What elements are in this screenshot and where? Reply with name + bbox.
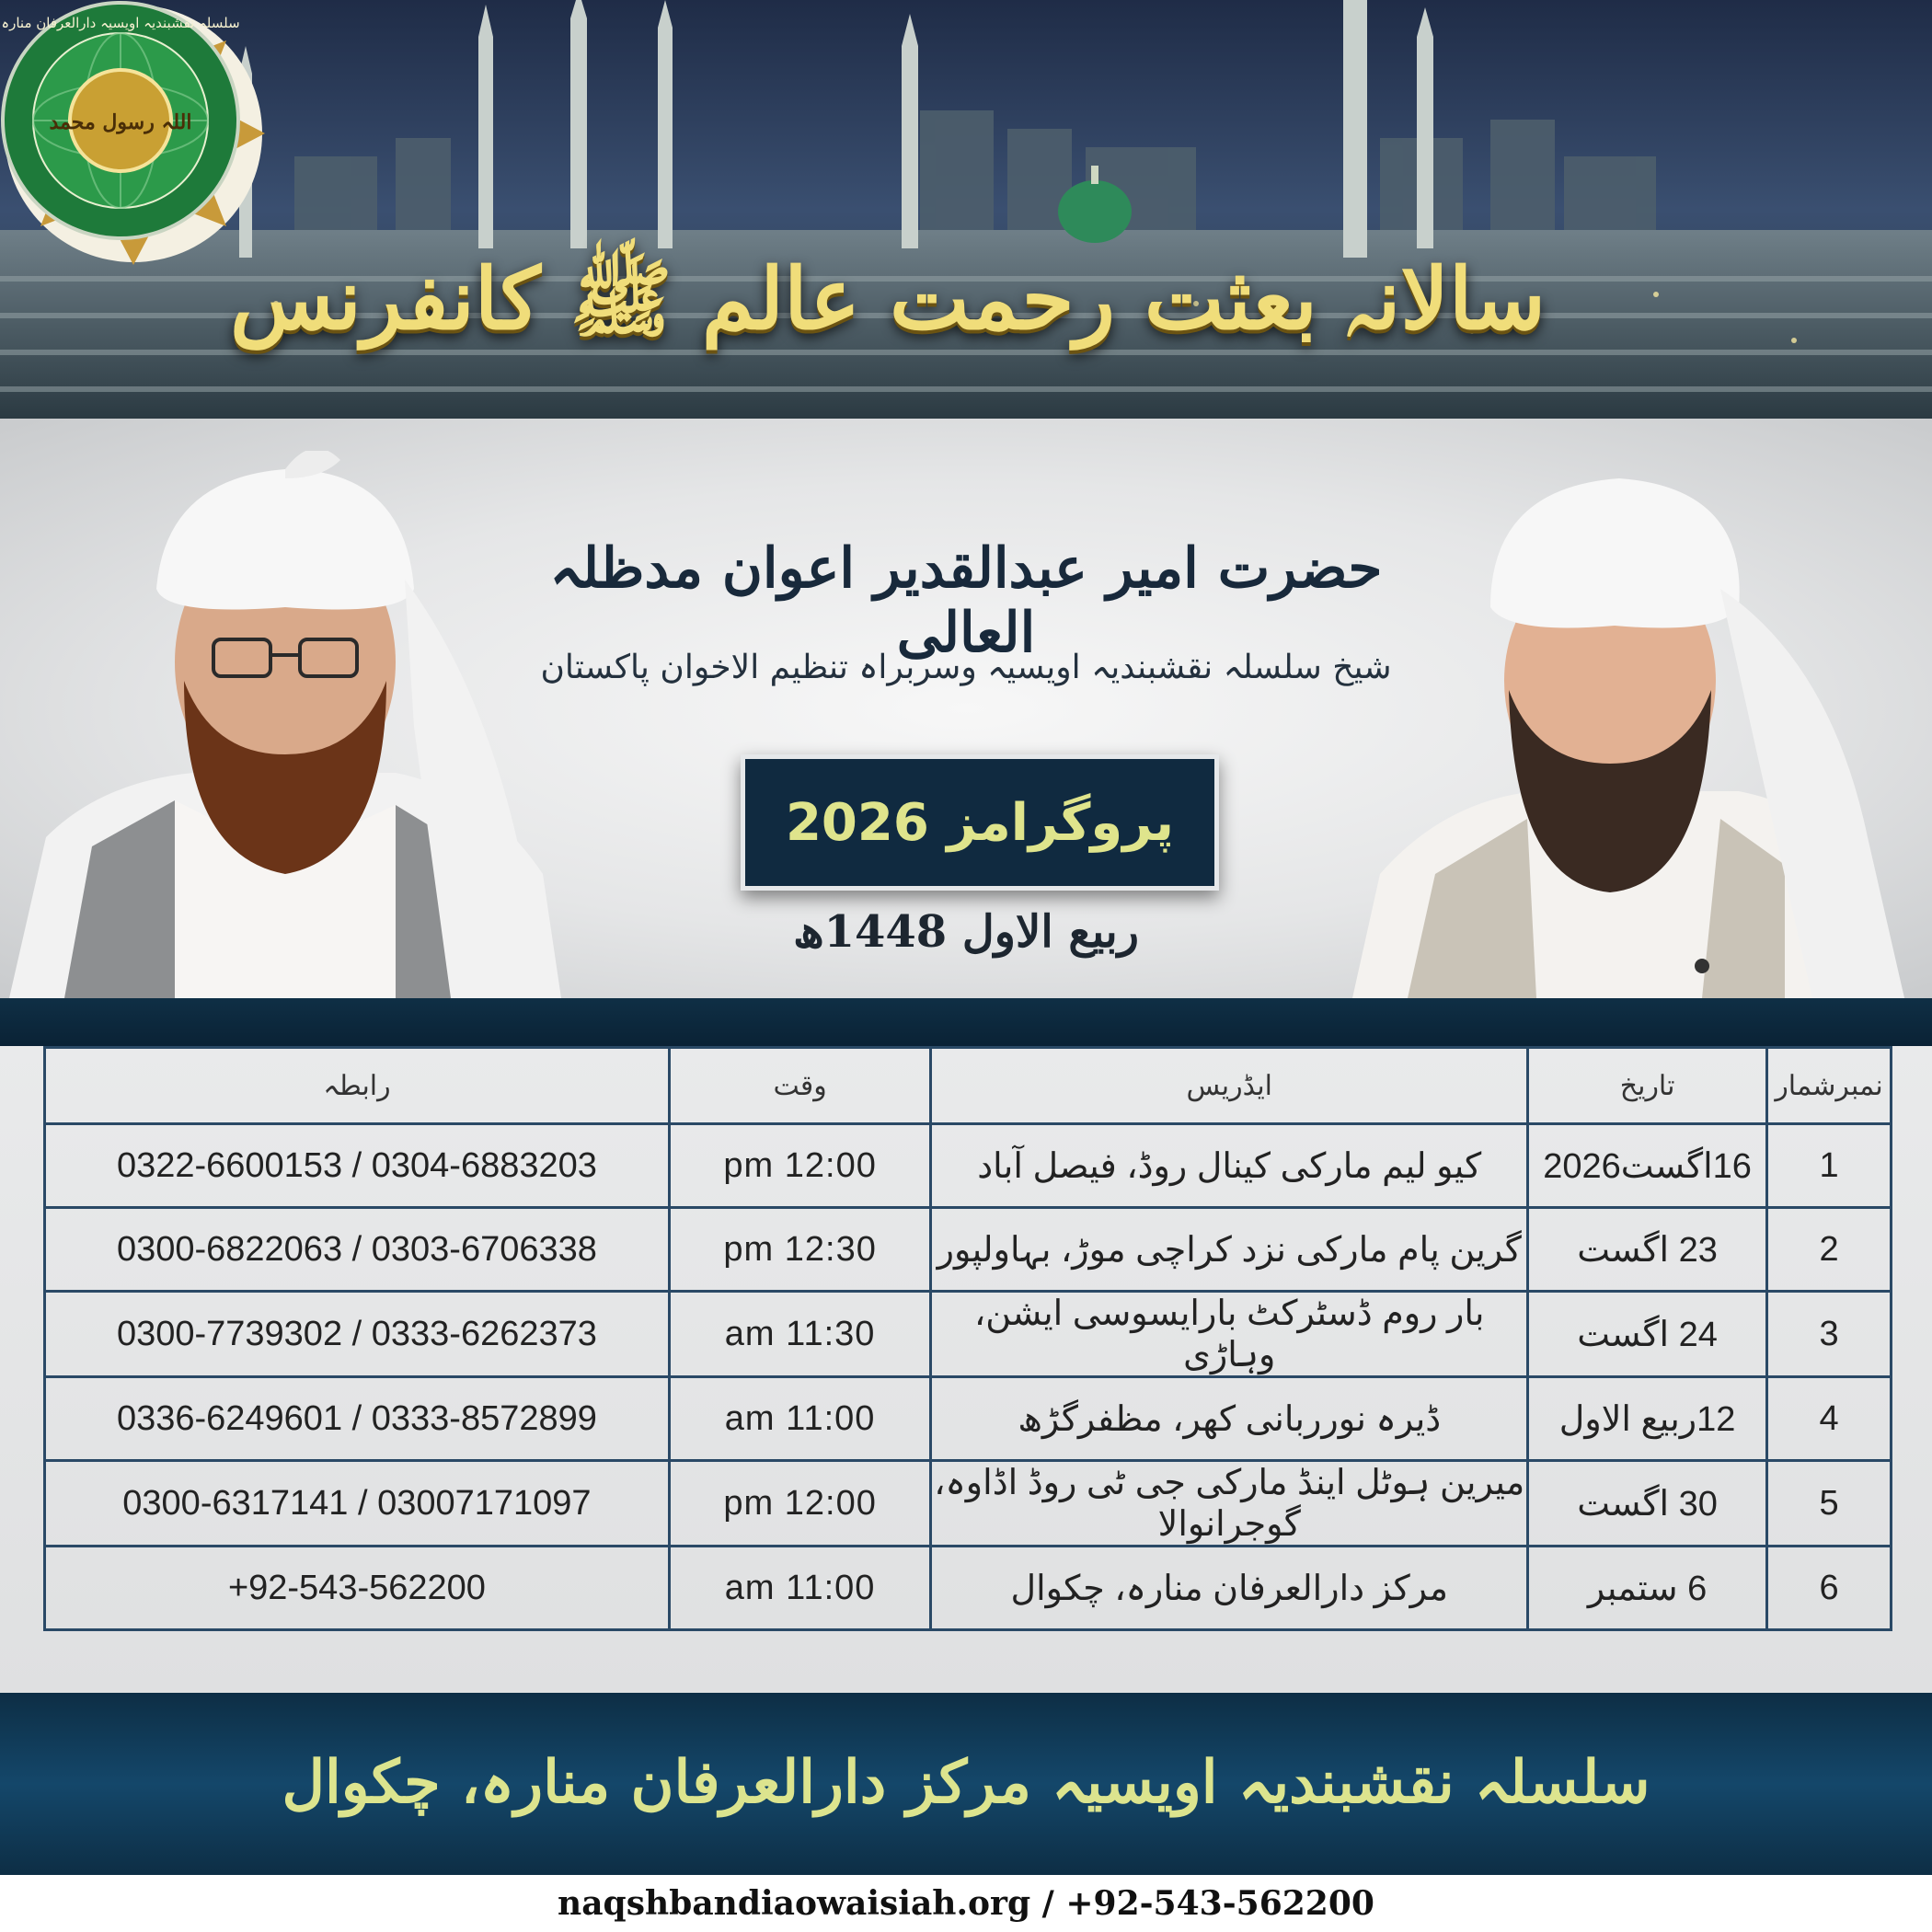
cell-serial: 4 <box>1767 1377 1892 1461</box>
speaker-photo-right <box>1352 451 1904 998</box>
schedule-section <box>0 1046 1932 1693</box>
cell-contact: 0300-7739302 / 0333-6262373 <box>45 1292 670 1377</box>
hijri-date: ربیع الاول 1448ھ <box>793 906 1139 958</box>
cell-time: 11:00 am <box>669 1547 931 1630</box>
footer-banner <box>0 1693 1932 1875</box>
programs-label: پروگرامز 2026 <box>785 792 1175 853</box>
table-row <box>45 1547 1892 1630</box>
header-time: وقت <box>669 1048 931 1124</box>
conference-title: سالانہ بعثت رحمت عالم ﷺ کانفرنس <box>230 249 1546 349</box>
speaker-section <box>0 419 1932 998</box>
speaker-designation: شیخ سلسلہ نقشبندیہ اویسیہ وسربراہ تنظیم الاخوان پاکستان <box>540 649 1392 686</box>
cell-serial: 6 <box>1767 1547 1892 1630</box>
cell-contact: 0336-6249601 / 0333-8572899 <box>45 1377 670 1461</box>
cell-address: مرکز دارالعرفان منارہ، چکوال <box>931 1547 1528 1630</box>
cell-date: 16اگست2026 <box>1528 1124 1767 1208</box>
cell-contact: 0300-6317141 / 03007171097 <box>45 1461 670 1547</box>
cell-serial: 1 <box>1767 1124 1892 1208</box>
emblem-center-text: اللہ رسول محمد <box>49 110 192 134</box>
cell-time: 11:30 am <box>669 1292 931 1377</box>
footer-title: سلسلہ نقشبندیہ اویسیہ مرکز دارالعرفان منارہ، چکوال <box>282 1748 1650 1817</box>
table-header-row <box>45 1048 1892 1124</box>
cell-time: 12:00 pm <box>669 1461 931 1547</box>
cell-serial: 3 <box>1767 1292 1892 1377</box>
cell-contact: 0322-6600153 / 0304-6883203 <box>45 1124 670 1208</box>
cell-address: بار روم ڈسٹرکٹ بارایسوسی ایشن، وہاڑی <box>931 1292 1528 1377</box>
cell-address: کیو لیم مارکی کینال روڈ، فیصل آباد <box>931 1124 1528 1208</box>
cell-time: 11:00 am <box>669 1377 931 1461</box>
cell-date: 12ربیع الاول <box>1528 1377 1767 1461</box>
table-row <box>45 1124 1892 1208</box>
cell-address: ڈیرہ نورربانی کھر، مظفرگڑھ <box>931 1377 1528 1461</box>
cell-contact: +92-543-562200 <box>45 1547 670 1630</box>
website-contact-line[interactable]: naqshbandiaowaisiah.org / +92-543-562200 <box>0 1875 1932 1932</box>
header-banner <box>0 0 1932 419</box>
cell-address: گرین پام مارکی نزد کراچی موڑ، بہاولپور <box>931 1208 1528 1292</box>
table-row <box>45 1377 1892 1461</box>
cell-address: میرین ہوٹل اینڈ مارکی جی ٹی روڈ اڈاوہ، گوجرانوالا <box>931 1461 1528 1547</box>
cell-date: 24 اگست <box>1528 1292 1767 1377</box>
cell-date: 6 ستمبر <box>1528 1547 1767 1630</box>
cell-time: 12:30 pm <box>669 1208 931 1292</box>
cell-date: 23 اگست <box>1528 1208 1767 1292</box>
table-row <box>45 1292 1892 1377</box>
table-row <box>45 1461 1892 1547</box>
section-divider <box>0 998 1932 1046</box>
cell-serial: 2 <box>1767 1208 1892 1292</box>
header-date: تاریخ <box>1528 1048 1767 1124</box>
header-contact: رابطہ <box>45 1048 670 1124</box>
cell-contact: 0300-6822063 / 0303-6706338 <box>45 1208 670 1292</box>
cell-time: 12:00 pm <box>669 1124 931 1208</box>
cell-serial: 5 <box>1767 1461 1892 1547</box>
emblem-ring-text: سلسلہ نقشبندیہ اویسیہ دارالعرفان منارہ <box>1 15 240 31</box>
silsila-emblem-logo <box>0 0 241 241</box>
header-serial: نمبرشمار <box>1767 1048 1892 1124</box>
cell-date: 30 اگست <box>1528 1461 1767 1547</box>
header-address: ایڈریس <box>931 1048 1528 1124</box>
table-row <box>45 1208 1892 1292</box>
speaker-name: حضرت امیر عبدالقدیر اعوان مدظلہ العالی <box>549 536 1383 665</box>
speaker-photo-left <box>9 451 561 998</box>
schedule-table <box>43 1046 1892 1631</box>
programs-year-badge <box>741 754 1219 891</box>
